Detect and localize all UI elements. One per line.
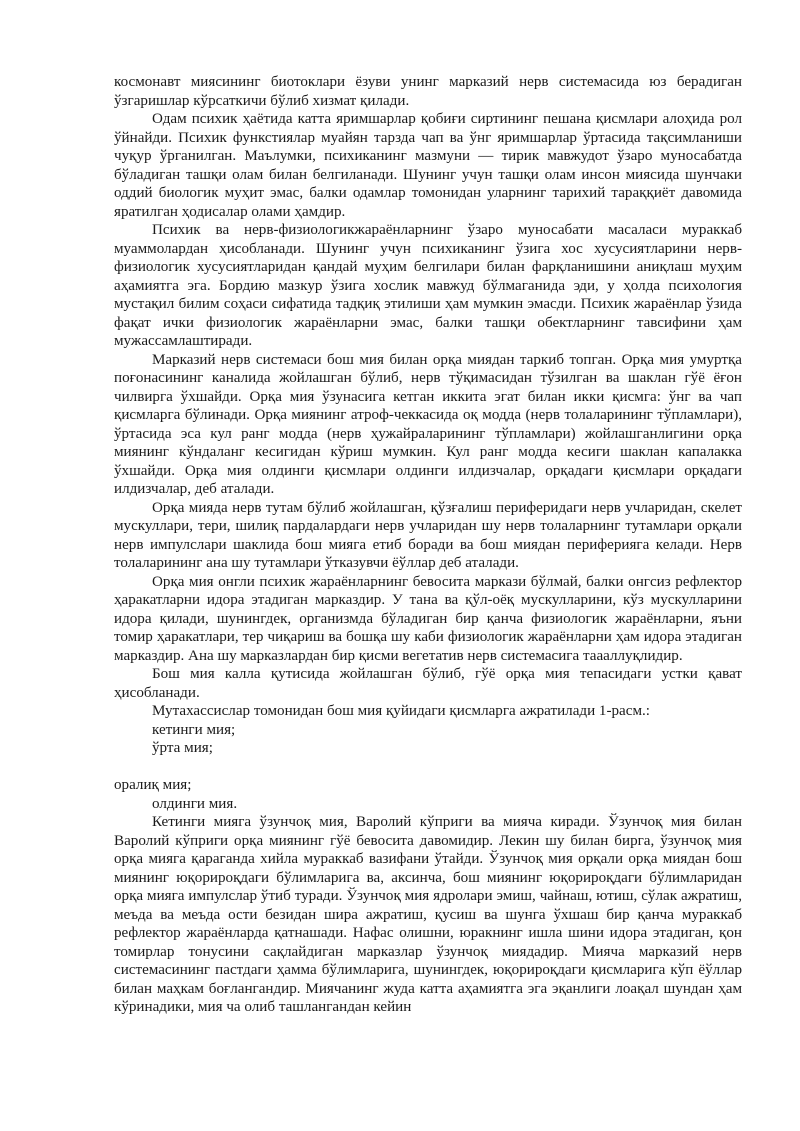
paragraph-9: Кетинги мияга ўзунчоқ мия, Варолий кўприги ва мияча киради. Ўзунчоқ мия билан Варолий кўприги орқа миянинг гўё бевосита давомидир. Лекин шу билан бирга, ўзунчоқ мия орқа мияга қараганда хийла мураккаб вазифани ўтайди. Ўзунчоқ мия орқали орқа миядан бош миянинг юқорироқдаги бўлимларига ва, аксинча, бош миянинг юқорироқдаги бўлимларидан орқа мияга импулслар ўтиб туради. Ўзунчоқ мия ядролари эмиш, чайнаш, ютиш, сўлак ажратиш, меъда ва меъда ости безидан шира ажратиш, қусиш ва шунга ўхшаш бир қанча мураккаб рефлектор жараёнларда қатнашади. Нафас олишни, юракнинг ишла шини идора этадиган, қон томирлар тонусини сақлайдиган марказлар ўзунчоқ миядадир. Мияча марказий нерв системасининг пастдаги ҳамма бўлимларига, шунингдек, юқорироқдаги қисмларига кўп ёўллар билан маҳкам боғлангандир. Миячанинг жуда катта аҳамиятга эга эқанлиги лоақал шундан ҳам кўринадики, мия ча олиб ташлангандан кейин — [114, 814, 742, 1015]
list-item: кетинги мия; — [152, 721, 236, 738]
paragraph-2: Одам психик ҳаётида катта яримшарлар қобиғи сиртининг пешана қисмлари алоҳида рол ўйнайди. Психик функстиялар муайян тарзда чап ва ўнг яримшарлар ўртасида тақсимланиши чуқур ўрганилган. Маълумки, психиканинг мазмуни — тирик мавжудот ўзаро муносабатда бўладиган ташқи олам билан белгиланади. Шунинг учун ташқи олам инсон миясида шунчаки оддий биологик муҳит эмас, балки одамлар томонидан уларнинг тарихий тараққиёт давомида яратилган ҳодисалар олами ҳамдир. — [114, 111, 742, 220]
blank-line — [114, 758, 742, 777]
paragraph-8: Мутахассислар томонидан бош мия қуйидаги қисмларга ажратилади 1-расм.: — [152, 703, 650, 719]
paragraph-3: Психик ва нерв-физиологикжараёнларнинг ўзаро муносабати масаласи мураккаб муаммолардан ҳисобланади. Шунинг учун психиканинг ўзига хос хусусиятларини нерв-физиологик хусусиятларидан қандай муҳим белгилари билан фарқланишини аниқлаш муҳим аҳамиятга эга. Бордию мазкур ўзига хослик мавжуд бўлмаганида эди, у ҳолда психология мустақил билим соҳаси сифатида тадқиқ этилиши ҳам мумкин эмасди. Психик жараёнлар ўзида фақат ички физиологик жараёнларни эмас, балки ташқи обектларнинг тавсифини ҳам мужассамлаштиради. — [114, 222, 742, 349]
list-item: оралиқ мия; — [114, 777, 192, 793]
paragraph-4: Марказий нерв системаси бош мия билан орқа миядан таркиб топган. Орқа мия умуртқа поғонасининг каналида жойлашган бўлиб, нерв тўқимасидан тўзилган ва шаклан гўё ёғон чилвирга ўхшайди. Орқа мия ўзунасига кетган иккита эгат билан икки қисмга: ўнг ва чап қисмларга бўлинади. Орқа миянинг атроф-чеккасида оқ модда (нерв толаларининг тўпламлари), ўртасида эса кул ранг модда (нерв ҳужайраларининг тўпламлари) жойлашганлигини орқа миянинг кўндаланг кесигидан кўриш мумкин. Кул ранг модда кесиги шаклан капалакка ўхшайди. Орқа мия олдинги қисмлари олдинги илдизчалар, орқадаги қисмлари орқадаги илдизчалар, деб аталади. — [114, 351, 742, 497]
paragraph-1: космонавт миясининг биотоклари ёзуви унинг марказий нерв системасида юз берадиган ўзгаришлар кўрсаткичи бўлиб хизмат қилади. — [114, 74, 742, 109]
paragraph-7: Бош мия калла қутисида жойлашган бўлиб, гўё орқа мия тепасидаги устки қават ҳисобланади. — [114, 666, 742, 701]
paragraph-6: Орқа мия онгли психик жараёнларнинг бевосита маркази бўлмай, балки онгсиз рефлектор ҳаракатларни идора этадиган марказдир. У тана ва қўл-оёқ мускулларини, кўз мускулларини идора қилади, шунингдек, организмда бўладиган бир қанча физиологик жараёнларни, яъни томир ҳаракатлари, тер чиқариш ва бошқа шу каби физиологик жараёнларни ҳам идора этадиган марказдир. Ана шу марказлардан бир қисми вегетатив нерв системасига таааллуқлидир. — [114, 573, 742, 664]
list-item: ўрта мия; — [152, 740, 213, 756]
paragraph-5: Орқа мияда нерв тутам бўлиб жойлашган, қўзғалиш периферидаги нерв учларидан, скелет мускуллари, тери, шилиқ пардалардаги нерв учларидан шу нерв толаларнинг тутамлари орқали нерв импулслари шаклида бош мияга етиб боради ва бош миядан периферияга келади. Нерв толаларининг ана шу тутамлари ўтказувчи ёўллар деб аталади. — [114, 499, 742, 571]
list-item: олдинги мия. — [152, 795, 238, 812]
